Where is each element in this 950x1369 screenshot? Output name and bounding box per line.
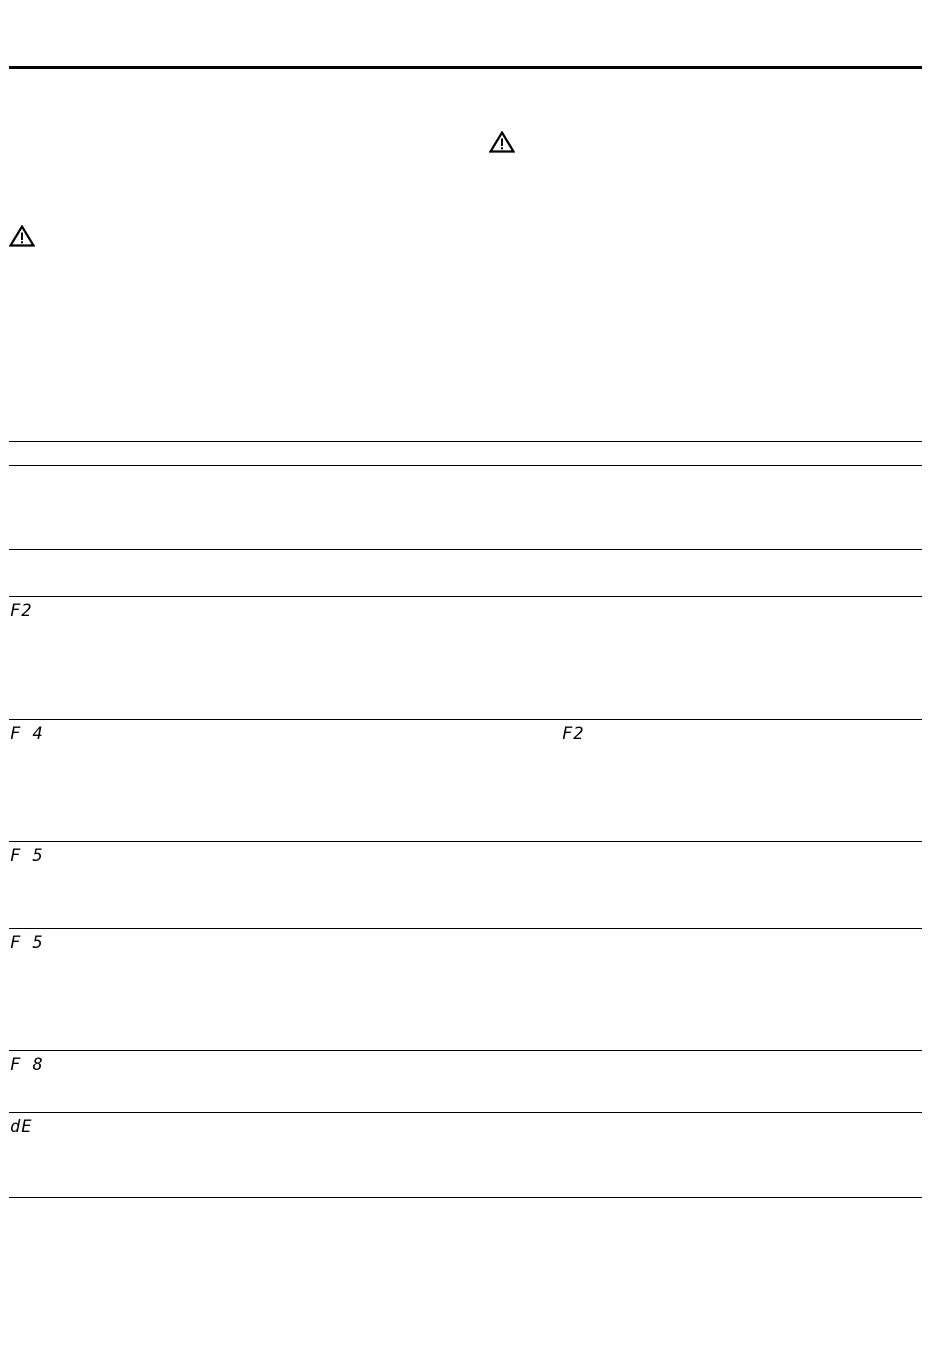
- table-row-rule: [9, 1050, 922, 1051]
- fault-code: [10, 1055, 50, 1075]
- table-row-rule: [9, 841, 922, 842]
- table-row-rule: [9, 1112, 922, 1113]
- svg-text:dE: dE: [10, 1117, 33, 1137]
- table-row-rule: [9, 596, 922, 597]
- table-header-rule: [9, 465, 922, 466]
- table-row-rule: [9, 549, 922, 550]
- svg-text:F 5: F 5: [10, 846, 44, 866]
- table-bottom-rule: [9, 1197, 922, 1198]
- fault-table: [9, 441, 922, 1199]
- svg-text:F 5: F 5: [10, 933, 44, 953]
- table-top-rule: [9, 441, 922, 442]
- table-row-rule: [9, 928, 922, 929]
- table-row-rule: [9, 719, 922, 720]
- fault-code: [10, 601, 50, 621]
- fault-code: [10, 1117, 50, 1137]
- warning-triangle-icon: [489, 131, 515, 153]
- svg-text:F 8: F 8: [10, 1055, 44, 1075]
- fault-code: [10, 724, 50, 744]
- svg-text:F2: F2: [10, 601, 33, 621]
- fault-code: [10, 933, 50, 953]
- header-rule: [9, 66, 922, 69]
- warning-triangle-icon: [9, 225, 35, 247]
- svg-text:F 4: F 4: [10, 724, 44, 744]
- fault-code-inline: [562, 724, 602, 744]
- svg-text:F2: F2: [562, 724, 585, 744]
- fault-code: [10, 846, 50, 866]
